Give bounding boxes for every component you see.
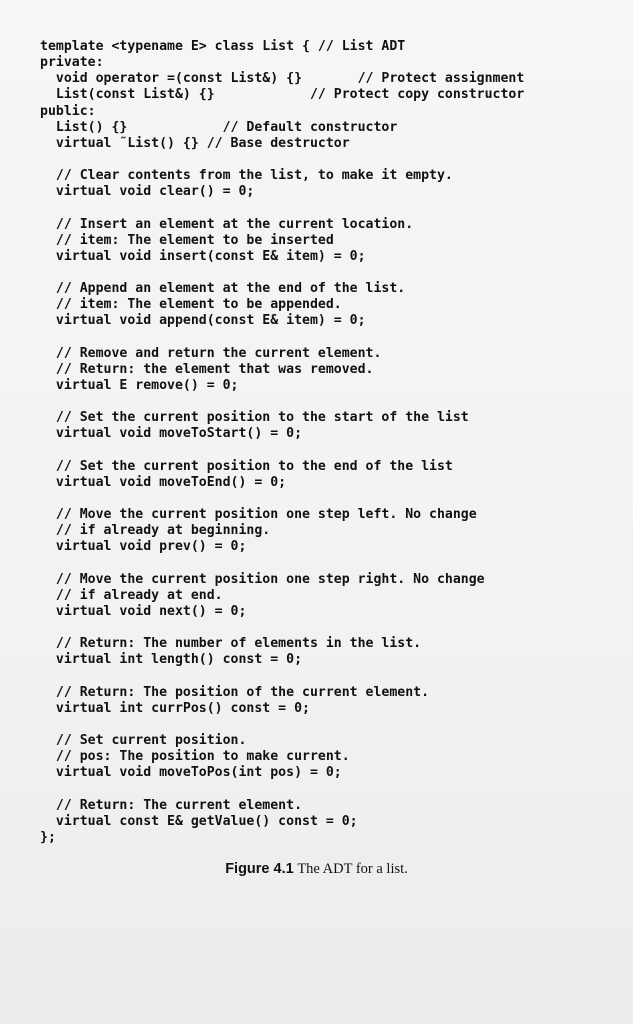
code-line xyxy=(40,781,620,797)
code-line: // Move the current position one step right. No change xyxy=(40,571,485,587)
code-line: virtual int length() const = 0; xyxy=(40,652,303,668)
code-line xyxy=(40,491,620,507)
code-line: // Return: The current element. xyxy=(40,797,303,813)
code-line: virtual void moveToStart() = 0; xyxy=(40,426,303,442)
code-line: // Return: The number of elements in the list. xyxy=(40,636,422,652)
code-line: virtual E remove() = 0; xyxy=(40,377,239,393)
code-line xyxy=(40,265,620,281)
code-line: // Append an element at the end of the list. xyxy=(40,281,406,297)
code-line: virtual ˜List() {} // Base destructor xyxy=(40,135,350,151)
code-line xyxy=(40,152,620,168)
code-line: // Set current position. xyxy=(40,733,247,749)
code-line xyxy=(40,443,620,459)
code-line: List() {} // Default constructor xyxy=(40,119,398,135)
code-line: void operator =(const List&) {} // Protect assignment xyxy=(40,71,525,87)
code-line xyxy=(40,394,620,410)
code-listing xyxy=(40,39,620,846)
code-line xyxy=(40,556,620,572)
code-line: virtual void insert(const E& item) = 0; xyxy=(40,248,366,264)
code-line: // item: The element to be inserted xyxy=(40,232,334,248)
code-line: virtual void next() = 0; xyxy=(40,603,247,619)
code-line: private: xyxy=(40,55,104,71)
code-line: // Set the current position to the start of the list xyxy=(40,410,469,426)
code-line: virtual void clear() = 0; xyxy=(40,184,255,200)
code-line xyxy=(40,330,620,346)
code-line: // Return: The position of the current element. xyxy=(40,684,430,700)
code-line: public: xyxy=(40,103,96,119)
code-line: // Clear contents from the list, to make it empty. xyxy=(40,168,453,184)
code-line: // Return: the element that was removed. xyxy=(40,361,374,377)
figure-label: Figure 4.1 xyxy=(225,861,294,877)
code-line xyxy=(40,200,620,216)
code-line: virtual void append(const E& item) = 0; xyxy=(40,313,366,329)
code-line: // Remove and return the current element. xyxy=(40,345,382,361)
code-line: virtual void prev() = 0; xyxy=(40,539,247,555)
code-line: template <typename E> class List { // List ADT xyxy=(40,39,406,54)
code-line: virtual const E& getValue() const = 0; xyxy=(40,813,358,829)
code-line: // if already at end. xyxy=(40,587,223,603)
code-line: List(const List&) {} // Protect copy constructor xyxy=(40,87,525,103)
figure-caption-text: The ADT for a list. xyxy=(297,861,408,877)
code-line: // pos: The position to make current. xyxy=(40,749,350,765)
code-line: // if already at beginning. xyxy=(40,523,271,539)
code-line xyxy=(40,717,620,733)
code-line: virtual void moveToEnd() = 0; xyxy=(40,474,287,490)
code-line: virtual int currPos() const = 0; xyxy=(40,700,310,716)
code-line: // item: The element to be appended. xyxy=(40,297,342,313)
code-line: // Set the current position to the end of the list xyxy=(40,458,453,474)
code-line: // Insert an element at the current location. xyxy=(40,216,414,232)
code-line xyxy=(40,668,620,684)
code-line: virtual void moveToPos(int pos) = 0; xyxy=(40,765,342,781)
figure-caption xyxy=(0,861,633,878)
code-line: }; xyxy=(40,829,56,845)
code-line: // Move the current position one step left. No change xyxy=(40,507,477,523)
code-line xyxy=(40,620,620,636)
